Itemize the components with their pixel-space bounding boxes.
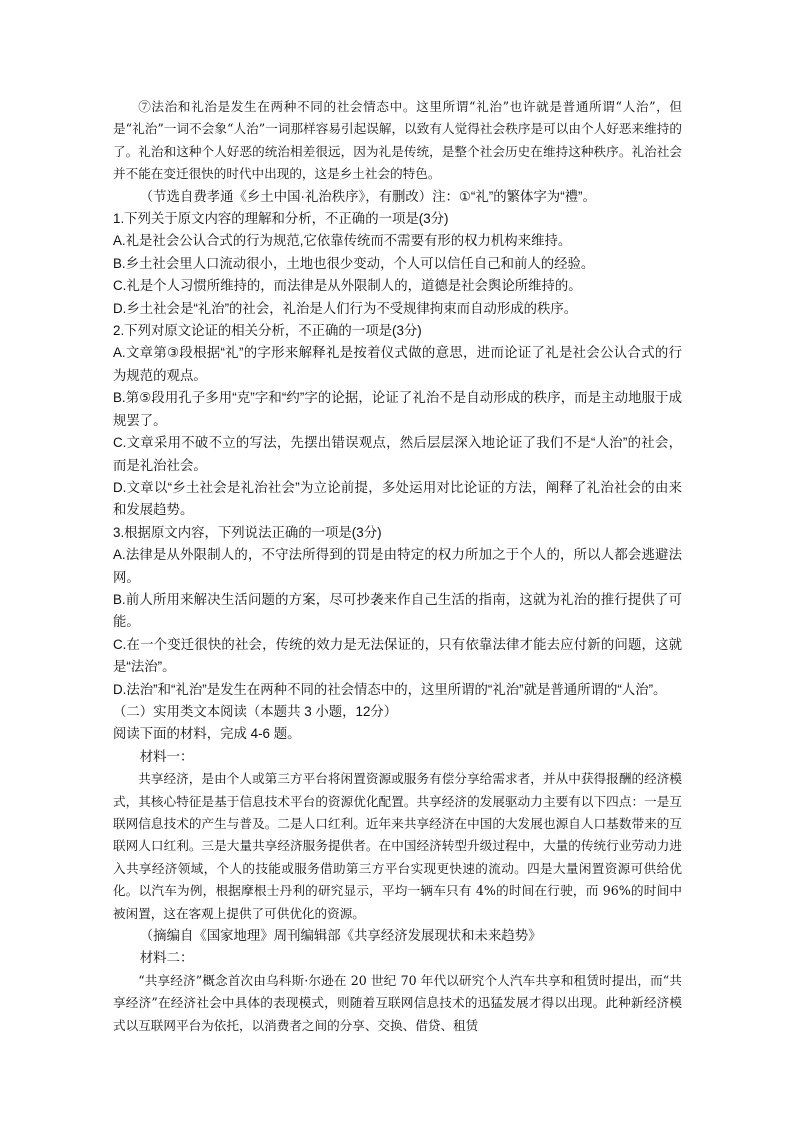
section-2 [113, 701, 682, 1037]
section-instruction: 阅读下面的材料，完成 4-6 题。 [113, 726, 301, 742]
option-b: B.第⑤段用孔子多用“克”字和“约”字的论据，论证了礼治不是自动形成的秩序，而是主动地服于成规罢了。 [113, 390, 682, 428]
question-stem: 2.下列对原文论证的相关分析，不正确的一项是(3分) [113, 323, 422, 339]
option-d: D.乡土社会是“礼治”的社会，礼治是人们行为不受规律拘束而自动形成的秩序。 [113, 300, 578, 316]
material-1-source: （摘编自《国家地理》周刊编辑部《共享经济发展现状和未来趋势》 [139, 928, 542, 944]
option-b: B.前人所用来解决生活问题的方案，尽可抄袭来作自己生活的指南，这就为礼治的推行提供了可能。 [113, 591, 682, 630]
question-3 [113, 522, 682, 701]
passage-source-note: （节选自费孝通《乡土中国·礼治秩序》，有删改）注：①“礼”的繁体字为“禮”。 [139, 188, 596, 204]
option-d: D.法治”和“礼治”是发生在两种不同的社会情态中的，这里所谓的“礼治”就是普通所谓的“人治”。 [113, 681, 667, 697]
question-stem: 1.下列关于原文内容的理解和分析，不正确的一项是(3分) [113, 211, 449, 227]
option-b: B.乡土社会里人口流动很小，土地也很少变动，个人可以信任自己和前人的经验。 [113, 255, 595, 271]
option-a: A.文章第③段根据“礼”的字形来解释礼是按着仪式做的意思，进而论证了礼是社会公认合式的行为规范的观点。 [113, 345, 682, 383]
material-2-text: “共享经济”概念首次由乌科斯·尔逊在 20 世纪 70 年代以研究个人汽车共享和租赁时提出，而“共享经济”在经济社会中具体的表现模式，则随着互联网信息技术的迅猛发展才得以出现。此种新经济模式以互联网平台为依托，以消费者之间的分享、交换、借贷、租赁 [113, 972, 682, 1033]
option-c: C.礼是个人习惯所维持的，而法律是从外限制人的，道德是社会舆论所维持的。 [113, 278, 582, 294]
question-stem: 3.根据原文内容，下列说法正确的一项是(3分) [113, 524, 382, 540]
material-1-label: 材料一： [139, 748, 194, 764]
option-c: C.在一个变迁很快的社会，传统的效力是无法保证的，只有依靠法律才能去应付新的问题，这就是“法治”。 [113, 636, 682, 675]
question-2 [113, 320, 682, 522]
option-d: D.文章以“乡土社会是礼治社会”为立论前提，多处运用对比论证的方法，阐释了礼治社会的由来和发展趋势。 [113, 479, 682, 518]
option-a: A.法律是从外限制人的，不守法所得到的罚是由特定的权力所加之于个人的，所以人都会逃避法网。 [113, 547, 682, 585]
question-1 [113, 208, 682, 320]
material-2-label: 材料二： [139, 950, 194, 966]
document-page [113, 96, 682, 1037]
section-heading: （二）实用类文本阅读（本题共 3 小题，12分） [113, 703, 398, 719]
passage-paragraph-7: ⑦法治和礼治是发生在两种不同的社会情态中。这里所谓“礼治”也许就是普通所谓“人治”，但是“礼治”一词不会象“人治”一词那样容易引起误解，以致有人觉得社会秩序是可以由个人好恶来维持的了。礼治和这种个人好恶的统治相差很远，因为礼是传统，是整个社会历史在维持这种秩序。礼治社会并不能在变迁很快的时代中出现的，这是乡土社会的特色。 [113, 99, 682, 182]
option-a: A.礼是社会公认合式的行为规范,它依靠传统而不需要有形的权力机构来维持。 [113, 233, 572, 249]
option-c: C.文章采用不破不立的写法，先摆出错误观点，然后层层深入地论证了我们不是“人治”的社会，而是礼治社会。 [113, 435, 682, 473]
material-1-text: 共享经济，是由个人或第三方平台将闲置资源或服务有偿分享给需求者，并从中获得报酬的经济模式，其核心特征是基于信息技术平台的资源优化配置。共享经济的发展驱动力主要有以下四点：一是互联网信息技术的产生与普及。二是人口红利。近年来共享经济在中国的大发展也源自人口基数带来的互联网人口红利。三是大量共享经济服务提供者。在中国经济转型升级过程中，大量的传统行业劳动力进入共享经济领域，个人的技能或服务借助第三方平台实现更快速的流动。四是大量闲置资源可供给优化。以汽车为例，根据摩根士丹利的研究显示，平均一辆车只有 4%的时间在行驶，而 96%的时间中被闲置，这在客观上提供了可供优化的资源。 [113, 771, 682, 921]
